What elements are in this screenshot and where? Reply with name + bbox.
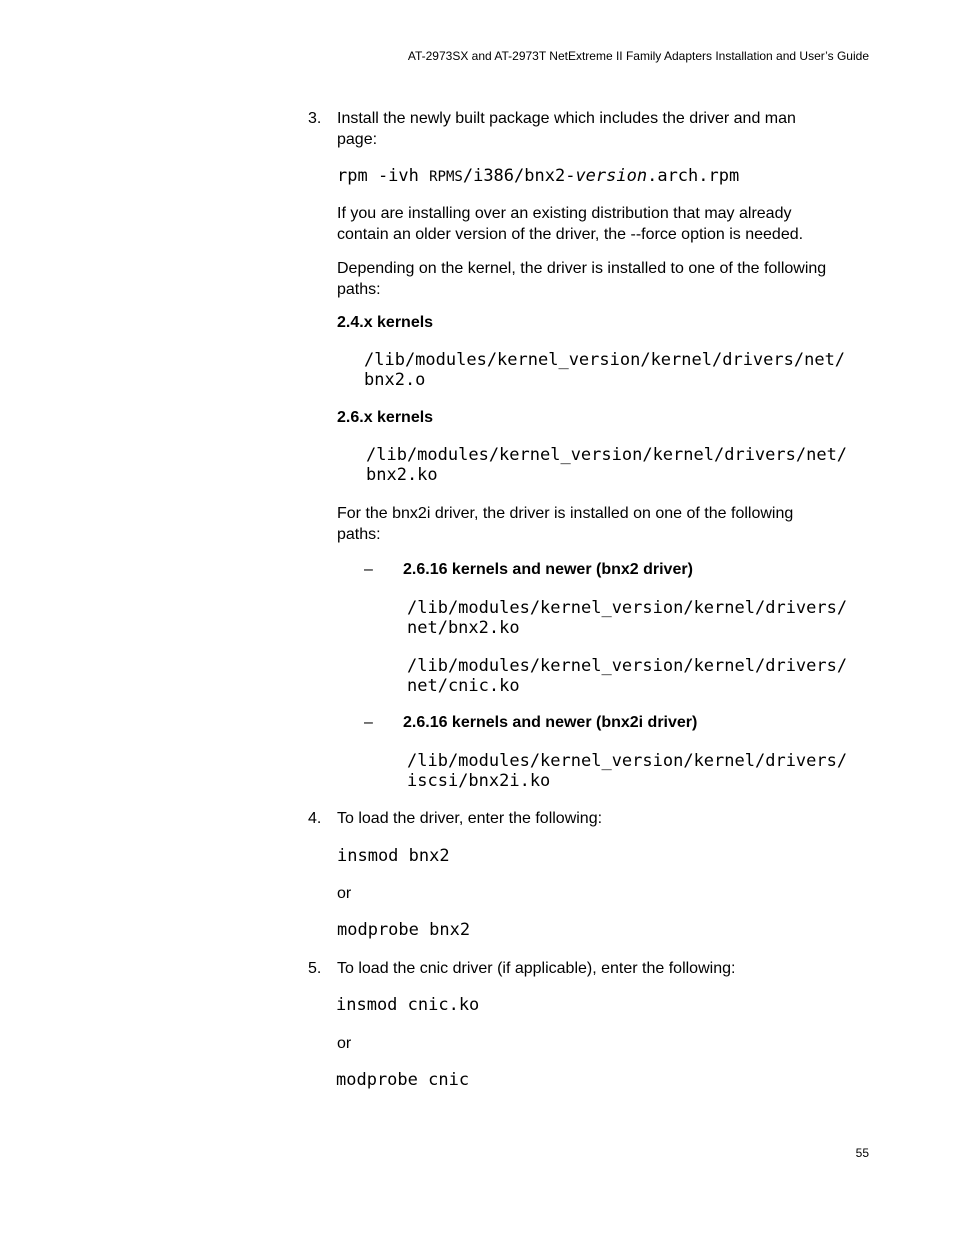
path-line: /lib/modules/kernel_version/kernel/drivers/ <box>407 751 848 771</box>
path-line: /lib/modules/kernel_version/kernel/drivers/net/ <box>364 350 846 370</box>
command-line: insmod bnx2 <box>337 846 450 866</box>
path-line: /lib/modules/kernel_version/kernel/drivers/ <box>407 598 848 618</box>
page-number: 55 <box>855 1146 869 1160</box>
command-line: modprobe bnx2 <box>337 920 471 940</box>
or-text: or <box>337 1035 352 1052</box>
step-text-line: Install the newly built package which includes the driver and man <box>337 110 796 127</box>
running-header: AT-2973SX and AT-2973T NetExtreme II Family Adapters Installation and User’s Guide <box>407 49 869 63</box>
path-line: bnx2.ko <box>366 465 438 485</box>
path-line: net/cnic.ko <box>407 676 520 696</box>
step-text-line: page: <box>337 131 378 148</box>
step-number: 4. <box>308 810 322 827</box>
paragraph-line: Depending on the kernel, the driver is installed to one of the following <box>337 260 827 277</box>
kernel-heading: 2.4.x kernels <box>337 314 434 331</box>
path-line: /lib/modules/kernel_version/kernel/drivers/net/ <box>366 445 848 465</box>
paragraph-line: contain an older version of the driver, the --force option is needed. <box>337 226 804 243</box>
command-variable: version <box>575 166 648 186</box>
paragraph-line: paths: <box>337 526 381 543</box>
kernel-heading: 2.6.x kernels <box>337 409 434 426</box>
command-line: insmod cnic.ko <box>336 995 480 1015</box>
rpm-command <box>337 166 739 187</box>
path-line: bnx2.o <box>364 370 426 390</box>
paragraph-line: If you are installing over an existing distribution that may already <box>337 205 792 222</box>
step-text-line: To load the driver, enter the following: <box>337 810 603 827</box>
dash-bullet: – <box>364 714 373 731</box>
bullet-heading: 2.6.16 kernels and newer (bnx2i driver) <box>403 714 698 731</box>
paragraph-line: For the bnx2i driver, the driver is installed on one of the following <box>337 505 794 522</box>
bullet-heading: 2.6.16 kernels and newer (bnx2 driver) <box>403 561 693 578</box>
command-part: /i386/bnx2- <box>462 166 576 186</box>
command-part: rpm -ivh <box>337 166 430 186</box>
or-text: or <box>337 885 352 902</box>
command-line: modprobe cnic <box>336 1070 470 1090</box>
path-line: /lib/modules/kernel_version/kernel/drivers/ <box>407 656 848 676</box>
step-number: 5. <box>308 960 322 977</box>
path-line: net/bnx2.ko <box>407 618 520 638</box>
paragraph-line: paths: <box>337 281 381 298</box>
dash-bullet: – <box>364 561 373 578</box>
step-text-line: To load the cnic driver (if applicable), enter the following: <box>337 960 736 977</box>
step-number: 3. <box>308 110 322 127</box>
path-line: iscsi/bnx2i.ko <box>407 771 551 791</box>
command-part-small-caps: RPMS <box>429 169 463 185</box>
command-part: .arch.rpm <box>647 166 740 186</box>
